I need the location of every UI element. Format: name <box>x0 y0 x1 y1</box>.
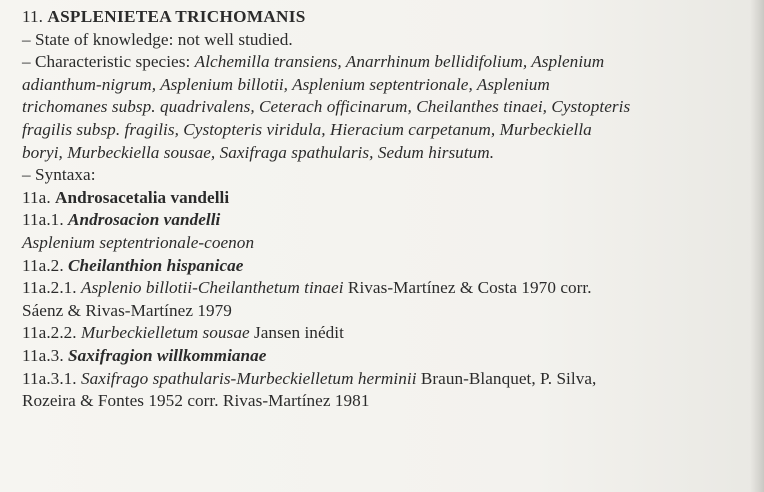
characteristic-species-line-5: boryi, Murbeckiella sousae, Saxifraga spathularis, Sedum hirsutum. <box>22 142 495 162</box>
characteristic-species-label: – Characteristic species: <box>22 52 195 72</box>
alliance-name: Saxifragion willkommianae <box>68 345 267 365</box>
association-11a-3-1-author-cont: Rozeira & Fontes 1952 corr. Rivas-Martínez 1981 <box>22 391 370 411</box>
characteristic-species-line-4: fragilis subsp. fragilis, Cystopteris viridula, Hieracium carpetanum, Murbeckiella <box>22 119 592 139</box>
association-name: Murbeckielletum sousae <box>81 323 250 343</box>
association-11a-2-1 <box>22 277 742 300</box>
order-11a <box>22 187 742 210</box>
association-11a-2-2 <box>22 322 742 345</box>
alliance-code: 11a.1. <box>22 210 69 230</box>
association-author: Jansen inédit <box>249 323 344 343</box>
alliance-11a-2 <box>22 255 742 278</box>
species-list-text: Alchemilla transiens, Anarrhinum bellidifolium, Asplenium <box>194 52 605 72</box>
association-author: Braun-Blanquet, P. Silva, <box>416 368 597 388</box>
document-body <box>22 6 742 413</box>
association-name: Saxifrago spathularis-Murbeckielletum herminii <box>81 368 417 388</box>
order-code: 11a. <box>22 187 56 207</box>
association-code: 11a.2.2. <box>22 323 82 343</box>
section-number: 11. <box>22 7 43 26</box>
association-11a-2-1-author-cont: Sáenz & Rivas-Martínez 1979 <box>22 300 232 320</box>
section-title: ASPLENIETEA TRICHOMANIS <box>47 7 306 26</box>
characteristic-species-line-2: adianthum-nigrum, Asplenium billotii, Asplenium septentrionale, Asplenium <box>22 74 550 94</box>
alliance-name: Cheilanthion hispanicae <box>68 255 244 275</box>
association-author: Rivas-Martínez & Costa 1970 corr. <box>343 278 592 298</box>
community-asplenium-septentrionale: Asplenium septentrionale-coenon <box>22 232 255 252</box>
state-of-knowledge: – State of knowledge: not well studied. <box>22 29 293 49</box>
association-code: 11a.3.1. <box>22 368 82 388</box>
association-11a-3-1 <box>22 368 742 391</box>
section-heading <box>22 6 742 29</box>
syntaxa-label: – Syntaxa: <box>22 165 96 185</box>
alliance-11a-3 <box>22 345 742 368</box>
association-name: Asplenio billotii-Cheilanthetum tinaei <box>81 278 344 298</box>
characteristic-species-line-1 <box>22 51 742 74</box>
association-code: 11a.2.1. <box>22 278 82 298</box>
characteristic-species-line-3: trichomanes subsp. quadrivalens, Ceterach officinarum, Cheilanthes tinaei, Cystopteris <box>22 97 631 117</box>
alliance-code: 11a.3. <box>22 345 69 365</box>
alliance-name: Androsacion vandelli <box>68 210 221 230</box>
alliance-11a-1 <box>22 209 742 232</box>
alliance-code: 11a.2. <box>22 255 69 275</box>
page-edge-shadow <box>750 0 764 492</box>
order-name: Androsacetalia vandelli <box>55 187 230 207</box>
